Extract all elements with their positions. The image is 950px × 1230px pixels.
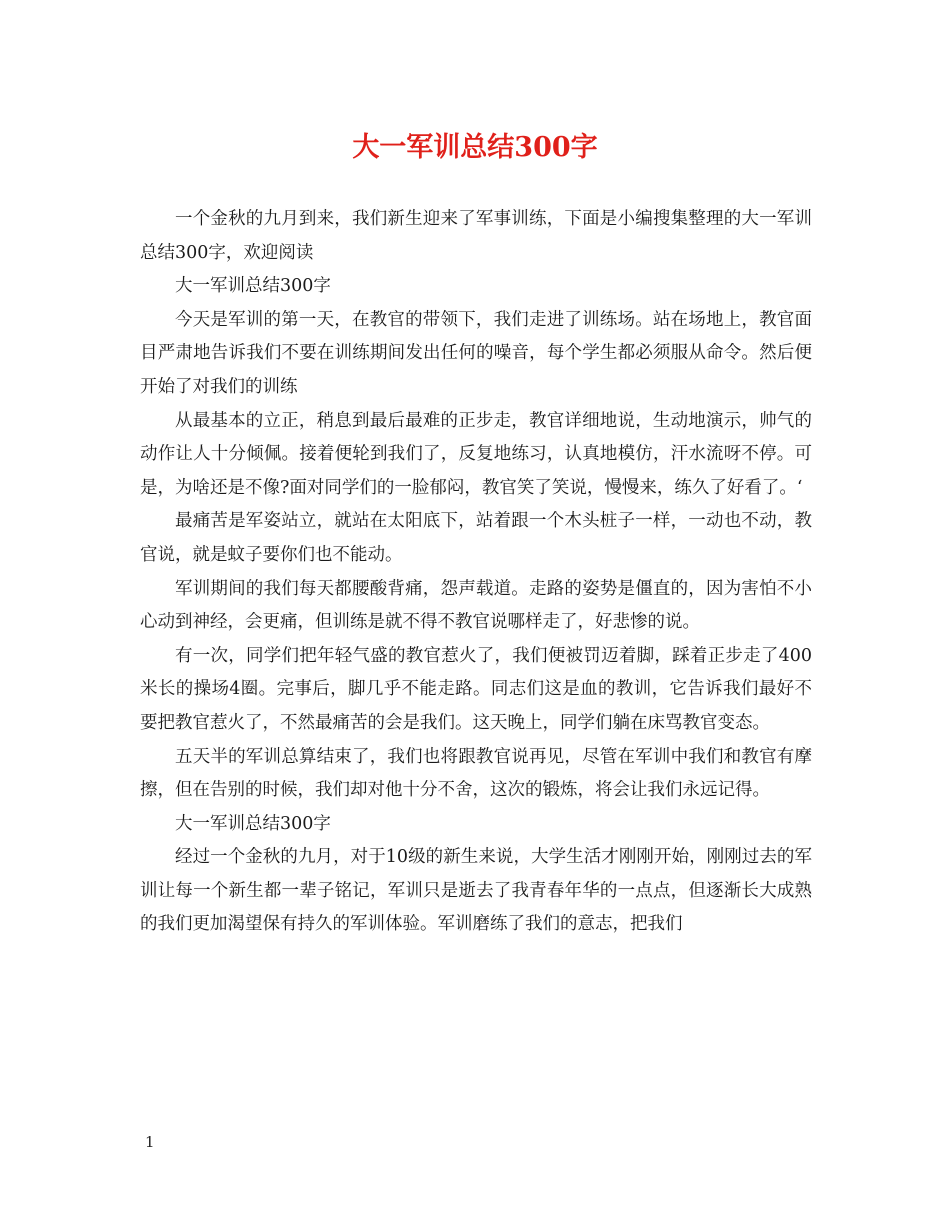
- paragraph: 最痛苦是军姿站立，就站在太阳底下，站着跟一个木头桩子一样，一动也不动，教官说，就是蚊子要你们也不能动。: [140, 511, 812, 565]
- paragraph: 有一次，同学们把年轻气盛的教官惹火了，我们便被罚迈着脚，踩着正步走了400米长的操场4圈。完事后，脚几乎不能走路。同志们这是血的教训，它告诉我们最好不要把教官惹火了，不然最痛苦的会是我们。这天晚上，同学们躺在床骂教官变态。: [140, 645, 812, 733]
- document-body: [140, 203, 812, 942]
- page-title: 大一军训总结300字: [352, 132, 598, 163]
- paragraph-intro: 一个金秋的九月到来，我们新生迎来了军事训练，下面是小编搜集整理的大一军训总结300字，欢迎阅读: [140, 209, 812, 263]
- section-heading: 大一军训总结300字: [175, 813, 331, 834]
- paragraph: 经过一个金秋的九月，对于10级的新生来说，大学生活才刚刚开始，刚刚过去的军训让每一个新生都一辈子铭记，军训只是逝去了我青春年华的一点点，但逐渐长大成熟的我们更加渴望保有持久的军训体验。军训磨练了我们的意志，把我们: [140, 847, 812, 935]
- section-heading: 大一军训总结300字: [175, 276, 331, 297]
- paragraph: 五天半的军训总算结束了，我们也将跟教官说再见，尽管在军训中我们和教官有摩擦，但在告别的时候，我们却对他十分不舍，这次的锻炼，将会让我们永远记得。: [140, 746, 812, 801]
- paragraph: 今天是军训的第一天，在教官的带领下，我们走进了训练场。站在场地上，教官面目严肃地告诉我们不要在训练期间发出任何的噪音，每个学生都必须服从命令。然后便开始了对我们的训练: [140, 309, 812, 397]
- paragraph: 军训期间的我们每天都腰酸背痛，怨声载道。走路的姿势是僵直的，因为害怕不小心动到神经，会更痛，但训练是就不得不教官说哪样走了，好悲惨的说。: [140, 578, 812, 633]
- page-number: 1: [145, 1133, 155, 1151]
- paragraph: 从最基本的立正，稍息到最后最难的正步走，教官详细地说，生动地演示，帅气的动作让人十分倾佩。接着便轮到我们了，反复地练习，认真地模仿，汗水流呀不停。可是，为啥还是不像?面对同学们的一脸郁闷，教官笑了笑说，慢慢来，练久了好看了。‘: [140, 410, 812, 498]
